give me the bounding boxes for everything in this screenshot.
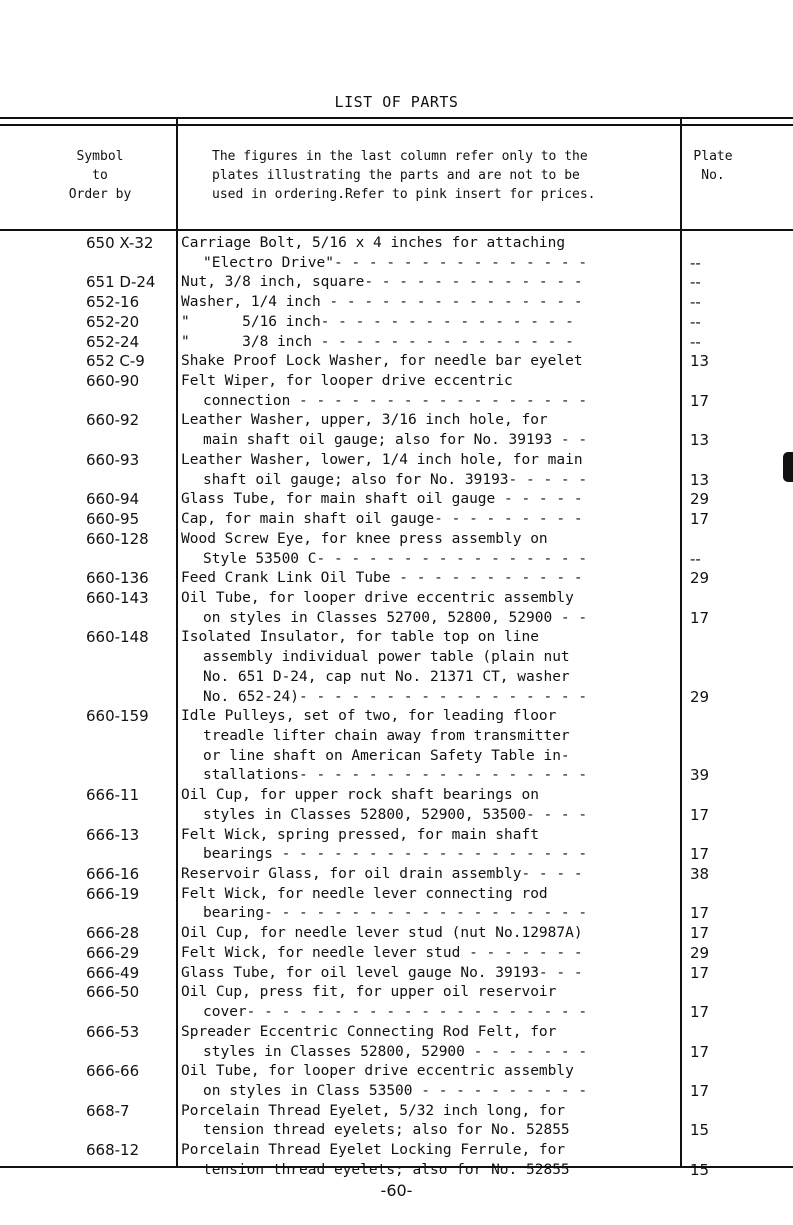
parts-list-line (0, 1160, 793, 1181)
parts-list-line (0, 943, 793, 964)
parts-list-line (0, 1061, 793, 1082)
plate-number: 13 (690, 470, 710, 489)
parts-list-line (0, 509, 793, 530)
part-description: Reservoir Glass, for oil drain assembly- - - - (181, 866, 583, 883)
parts-list-line (0, 844, 793, 865)
part-description: Leather Washer, upper, 3/16 inch hole, for (181, 412, 548, 429)
part-description: treadle lifter chain away from transmitter (203, 728, 570, 744)
header-symbol-line: to (92, 168, 108, 183)
parts-list-line (0, 825, 793, 846)
part-symbol: 666-66 (86, 1062, 140, 1081)
part-symbol: 666-16 (86, 865, 140, 884)
parts-list-line (0, 726, 793, 747)
part-description: Oil Tube, for looper drive eccentric assembly (181, 1063, 574, 1080)
parts-list-line (0, 470, 793, 491)
parts-list-line (0, 292, 793, 313)
part-description: cover- - - - - - - - - - - - - - - - - - - - (203, 1004, 588, 1021)
parts-list-line (0, 923, 793, 944)
part-description: " 3/8 inch - - - - - - - - - - - - - - - (181, 333, 574, 350)
part-description: No. 652-24)- - - - - - - - - - - - - - - - - (203, 688, 588, 705)
plate-number: 15 (690, 1121, 710, 1140)
part-symbol: 652-20 (86, 312, 140, 331)
part-description: Spreader Eccentric Connecting Rod Felt, for (181, 1023, 557, 1040)
parts-list-line (0, 1042, 793, 1063)
plate-number: 17 (690, 845, 710, 864)
plate-number: -- (690, 332, 701, 351)
plate-number: 15 (690, 1160, 710, 1179)
header-rule (0, 229, 793, 231)
part-description: Oil Cup, for upper rock shaft bearings on (181, 787, 539, 804)
parts-list-line (0, 903, 793, 924)
header-description-line: The figures in the last column refer only to the (212, 149, 588, 164)
plate-number: -- (690, 549, 701, 568)
part-symbol: 666-13 (86, 825, 140, 844)
plate-number: -- (690, 273, 701, 292)
plate-number: 17 (690, 510, 710, 529)
part-description: bearings - - - - - - - - - - - - - - - - - - (203, 846, 588, 863)
part-symbol: 668-7 (86, 1101, 130, 1120)
part-symbol: 666-49 (86, 963, 140, 982)
parts-list-line (0, 351, 793, 372)
parts-list-line (0, 430, 793, 451)
part-description: Felt Wick, for needle lever connecting rod (181, 885, 548, 902)
parts-list-line (0, 746, 793, 767)
parts-list-line (0, 272, 793, 293)
parts-list-line (0, 864, 793, 885)
parts-list-line (0, 647, 793, 668)
plate-number: 17 (690, 1042, 710, 1061)
top-rule-1 (0, 117, 793, 119)
plate-number: 39 (690, 766, 710, 785)
header-symbol-line: Order by (68, 187, 132, 202)
header-description-column (212, 147, 672, 204)
parts-list-line (0, 410, 793, 431)
part-description: styles in Classes 52800, 52900 - - - - - - - (203, 1043, 588, 1060)
parts-list-line (0, 1081, 793, 1102)
part-description: No. 651 D-24, cap nut No. 21371 CT, washer (203, 668, 570, 685)
parts-list-line (0, 884, 793, 905)
part-symbol: 660-148 (86, 628, 149, 647)
plate-number: -- (690, 253, 701, 272)
parts-list-line (0, 1140, 793, 1161)
header-plate-column (686, 147, 740, 185)
part-symbol: 660-136 (86, 569, 149, 588)
part-description: main shaft oil gauge; also for No. 39193 - - (203, 432, 588, 449)
part-symbol: 660-128 (86, 529, 149, 548)
part-description: tension thread eyelets; also for No. 52855 (203, 1122, 570, 1139)
part-description: Felt Wick, spring pressed, for main shaft (181, 826, 539, 843)
part-description: Idle Pulleys, set of two, for leading floor (181, 708, 557, 725)
part-symbol: 668-12 (86, 1141, 140, 1160)
parts-list-line (0, 1002, 793, 1023)
parts-list-line (0, 391, 793, 412)
plate-number: 17 (690, 805, 710, 824)
parts-list-line (0, 549, 793, 570)
parts-list-line (0, 785, 793, 806)
parts-list-line (0, 667, 793, 688)
part-description: Porcelain Thread Eyelet, 5/32 inch long, for (181, 1102, 566, 1119)
plate-number: 17 (690, 1081, 710, 1100)
plate-number: 17 (690, 924, 710, 943)
part-symbol: 660-93 (86, 450, 140, 469)
parts-list-line (0, 706, 793, 727)
plate-number: 29 (690, 490, 710, 509)
part-description: Shake Proof Lock Washer, for needle bar eyelet (181, 353, 583, 370)
part-symbol: 666-50 (86, 983, 140, 1002)
parts-list-line (0, 805, 793, 826)
page-number: -60- (380, 1181, 413, 1200)
header-symbol-line: Symbol (76, 149, 124, 164)
page-title: LIST OF PARTS (334, 93, 459, 111)
parts-list-line (0, 963, 793, 984)
plate-number: -- (690, 312, 701, 331)
parts-list-line (0, 608, 793, 629)
part-description: Nut, 3/8 inch, square- - - - - - - - - - - - - (181, 274, 583, 291)
part-symbol: 652-24 (86, 332, 140, 351)
part-description: Feed Crank Link Oil Tube - - - - - - - - - - - (181, 570, 583, 587)
part-description: Glass Tube, for main shaft oil gauge - - - - - (181, 491, 583, 508)
part-symbol: 652-16 (86, 293, 140, 312)
parts-list-line (0, 687, 793, 708)
part-description: connection - - - - - - - - - - - - - - - - - (203, 392, 588, 409)
plate-number: 29 (690, 569, 710, 588)
part-description: Isolated Insulator, for table top on line (181, 629, 539, 646)
header-plate-line: No. (701, 168, 725, 183)
part-description: assembly individual power table (plain nut (203, 649, 570, 666)
parts-list-line (0, 765, 793, 786)
part-description: tension thread eyelets; also for No. 52855 (203, 1161, 570, 1178)
part-description: Glass Tube, for oil level gauge No. 39193- - - (181, 964, 583, 981)
plate-number: 38 (690, 865, 710, 884)
header-description-line: used in ordering.Refer to pink insert for prices. (212, 187, 596, 202)
plate-number: 13 (690, 352, 710, 371)
part-symbol: 666-19 (86, 884, 140, 903)
part-description: Style 53500 C- - - - - - - - - - - - - - - - (203, 550, 588, 567)
part-symbol: 660-159 (86, 707, 149, 726)
part-symbol: 660-94 (86, 490, 140, 509)
part-symbol: 652 C-9 (86, 352, 145, 371)
part-description: Felt Wick, for needle lever stud - - - - - - - (181, 944, 583, 961)
part-description: on styles in Class 53500 - - - - - - - - - - (203, 1082, 588, 1099)
part-symbol: 660-143 (86, 588, 149, 607)
part-symbol: 660-90 (86, 372, 140, 391)
parts-list-line (0, 982, 793, 1003)
part-symbol: 666-11 (86, 786, 140, 805)
part-description: Wood Screw Eye, for knee press assembly on (181, 530, 548, 547)
part-symbol: 666-29 (86, 943, 140, 962)
plate-number: 17 (690, 1003, 710, 1022)
plate-number: 29 (690, 943, 710, 962)
parts-list-line (0, 1120, 793, 1141)
part-description: Leather Washer, lower, 1/4 inch hole, for main (181, 451, 583, 468)
part-symbol: 666-28 (86, 924, 140, 943)
parts-list-line (0, 1022, 793, 1043)
parts-list-line (0, 627, 793, 648)
plate-number: 13 (690, 431, 710, 450)
part-description: shaft oil gauge; also for No. 39193- - - - - (203, 471, 588, 488)
header-description-line: plates illustrating the parts and are not to be (212, 168, 580, 183)
plate-number: 17 (690, 904, 710, 923)
parts-list-line (0, 588, 793, 609)
parts-list-line (0, 371, 793, 392)
top-rule-2 (0, 124, 793, 126)
part-description: Felt Wiper, for looper drive eccentric (181, 373, 513, 390)
part-symbol: 651 D-24 (86, 273, 156, 292)
header-symbol-column (50, 147, 150, 204)
part-description: " 5/16 inch- - - - - - - - - - - - - - - (181, 313, 574, 330)
part-description: on styles in Classes 52700, 52800, 52900 - - (203, 609, 588, 626)
parts-list-line (0, 489, 793, 510)
part-description: Porcelain Thread Eyelet Locking Ferrule, for (181, 1142, 566, 1159)
parts-list-line (0, 529, 793, 550)
parts-list-line (0, 253, 793, 274)
part-symbol: 650 X-32 (86, 234, 154, 252)
punch-hole-mark (783, 452, 793, 482)
plate-number: 29 (690, 687, 710, 706)
parts-list-line (0, 1101, 793, 1122)
parts-list-line (0, 233, 793, 254)
parts-list-line (0, 568, 793, 589)
part-description: styles in Classes 52800, 52900, 53500- - - - (203, 806, 588, 823)
plate-number: 17 (690, 608, 710, 627)
part-description: Oil Cup, for needle lever stud (nut No.12987A) (181, 925, 583, 942)
part-description: Washer, 1/4 inch - - - - - - - - - - - - - - - (181, 294, 583, 311)
part-symbol: 660-92 (86, 411, 140, 430)
plate-number: 17 (690, 963, 710, 982)
part-description: Cap, for main shaft oil gauge- - - - - - - - - (181, 511, 583, 528)
parts-list-line (0, 332, 793, 353)
plate-number: -- (690, 293, 701, 312)
parts-list-line (0, 312, 793, 333)
part-description: bearing- - - - - - - - - - - - - - - - - - - (203, 905, 588, 922)
part-description: "Electro Drive"- - - - - - - - - - - - - - - (203, 254, 588, 271)
part-description: Carriage Bolt, 5/16 x 4 inches for attaching (181, 235, 566, 251)
part-symbol: 660-95 (86, 510, 140, 529)
part-symbol: 666-53 (86, 1022, 140, 1041)
part-description: Oil Tube, for looper drive eccentric assembly (181, 589, 574, 606)
part-description: or line shaft on American Safety Table in- (203, 747, 570, 764)
plate-number: 17 (690, 391, 710, 410)
parts-list-line (0, 450, 793, 471)
part-description: Oil Cup, press fit, for upper oil reservoir (181, 984, 557, 1001)
header-plate-line: Plate (693, 149, 733, 164)
part-description: stallations- - - - - - - - - - - - - - - - - (203, 767, 588, 784)
